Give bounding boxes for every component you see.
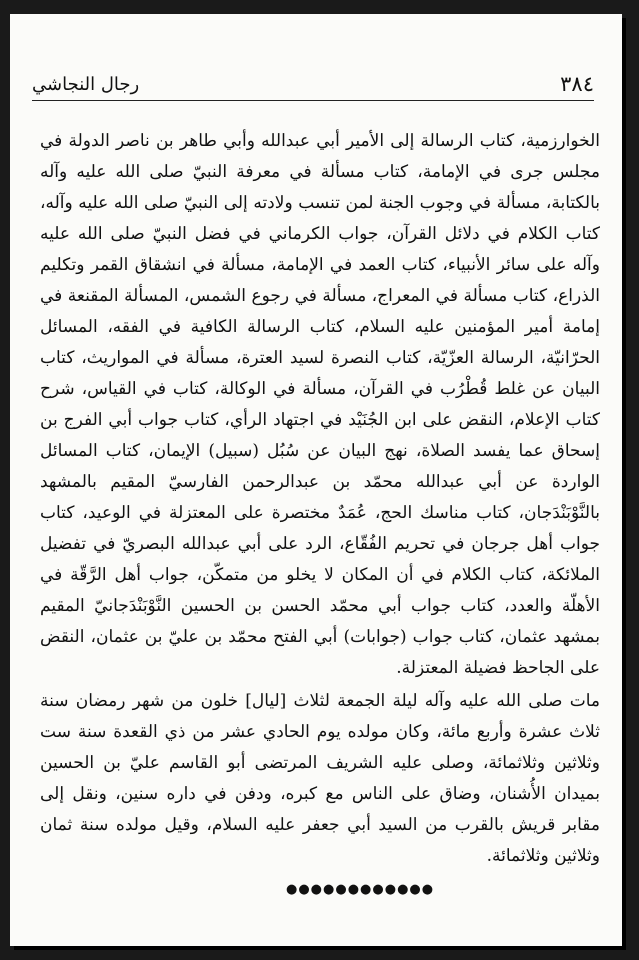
book-title: رجال النجاشي — [32, 74, 140, 95]
book-page — [10, 14, 622, 946]
running-header — [32, 70, 594, 101]
page-number: ٣٨٤ — [560, 72, 594, 96]
page-body — [40, 126, 600, 872]
paragraph-death-note: مات صلى الله عليه وآله ليلة الجمعة لثلاث [ليال] خلون من شهر رمضان سنة ثلاث عشرة وأربع مائة، وكان مولده يوم الحادي عشر من ذي القعدة سنة ست وثلاثين وثلاثمائة، وصلى عليه الشريف المرتضى أبو القاسم عليّ بن الحسين بميدان الأُشنان، وضاق على الناس مع كبره، ودفن في داره سنين، ونقل إلى مقابر قريش بالقرب من السيد أبي جعفر عليه السلام، وقيل مولده سنة ثمان وثلاثين وثلاثمائة. — [40, 691, 600, 866]
section-end-ornament: ●●●●●●●●●●●● — [286, 882, 435, 897]
paragraph-works-list: الخوارزمية، كتاب الرسالة إلى الأمير أبي عبدالله وأبي طاهر بن ناصر الدولة في مجلس جرى في الإمامة، كتاب مسألة في معرفة النبيّ صلى الله عليه وآله بالكتابة، مسألة في وجوب الجنة لمن تنسب ولادته إلى النبيّ صلى الله عليه وآله، كتاب الكلام في دلائل القرآن، جواب الكرماني في فضل النبيّ صلى الله عليه وآله على سائر الأنبياء، كتاب العمد في الإمامة، مسألة في انشقاق القمر وتكليم الذراع، كتاب مسألة في المعراج، مسألة في رجوع الشمس، المسألة المقنعة في إمامة أمير المؤمنين عليه السلام، كتاب الرسالة الكافية في الفقه، المسائل الحرّانيّة، الرسالة العزّيّة، كتاب النصرة لسيد العترة، مسألة في المواريث، كتاب البيان عن غلط قُطْرُب في القرآن، مسألة في الوكالة، كتاب في القياس، شرح كتاب الإعلام، النقض على ابن الجُنَيْد في اجتهاد الرأي، كتاب جواب أبي الفرج بن إسحاق عما يفسد الصلاة، نهج البيان عن سُبُل (سبيل) الإيمان، كتاب المسائل الواردة عن أبي عبدالله محمّد بن عبدالرحمن الفارسيّ المقيم بالمشهد بالنَّوْبَنْدَجان، كتاب مناسك الحج، عُمَدٌ مختصرة على المعتزلة في الوعيد، كتاب جواب أهل جرجان في تحريم الفُقّاع، الرد على أبي عبدالله البصريّ في تفضيل الملائكة، كتاب الكلام في أن المكان لا يخلو من متمكّن، جواب أهل الرَّقّة في الأهلّة والعدد، كتاب جواب أبي محمّد الحسن بن الحسين النَّوْبَنْدَجانيّ المقيم بمشهد عثمان، كتاب جواب (جوابات) أبي الفتح محمّد بن عليّ بن عثمان، النقض على الجاحظ فضيلة المعتزلة. — [40, 131, 600, 678]
